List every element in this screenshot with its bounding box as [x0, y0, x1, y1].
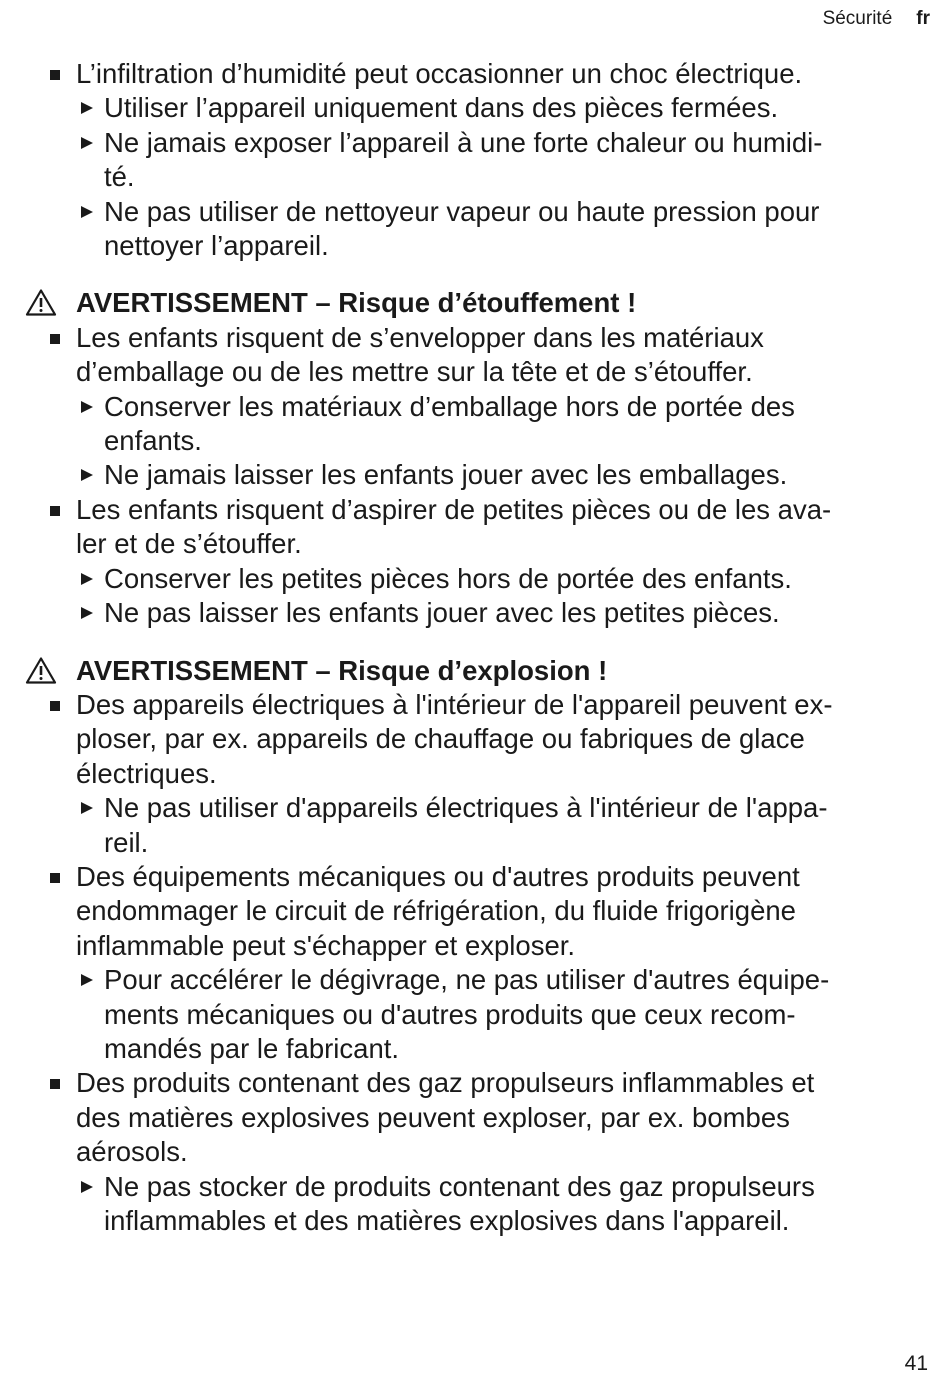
action-step	[30, 596, 930, 630]
action-step	[30, 458, 930, 492]
language-code: fr	[916, 8, 930, 29]
triangle-arrow-icon	[81, 137, 93, 149]
square-bullet-icon	[50, 1079, 60, 1089]
bullet-item-text: Les enfants risquent de s’envelopper dans les matériaux d’emballage ou de les mettre sur la tête et de s’étouffer.	[76, 321, 764, 388]
page-number: 41	[904, 1352, 928, 1375]
bullet-item	[30, 57, 930, 91]
triangle-arrow-icon	[81, 102, 93, 114]
action-step-text: Utiliser l’appareil uniquement dans des pièces fermées.	[104, 92, 779, 124]
bullet-item-text: Des produits contenant des gaz propulseurs inflammables et des matières explosives peuvent exploser, par ex. bombes aérosols.	[76, 1067, 815, 1168]
bullet-item-text: Des équipements mécaniques ou d'autres produits peuvent endommager le circuit de réfrigération, du fluide frigorigène inflammable peut s'échapper et exploser.	[76, 860, 800, 961]
bullet-item	[30, 321, 930, 390]
warning-heading	[30, 654, 930, 688]
action-step	[30, 1170, 930, 1239]
square-bullet-icon	[50, 70, 60, 80]
square-bullet-icon	[50, 701, 60, 711]
warning-heading-text: AVERTISSEMENT – Risque d’étouffement !	[76, 287, 637, 319]
action-step-text: Ne pas utiliser de nettoyeur vapeur ou haute pression pour nettoyer l’appareil.	[104, 195, 820, 262]
warning-heading-text: AVERTISSEMENT – Risque d’explosion !	[76, 654, 608, 686]
action-step-text: Ne pas stocker de produits contenant des gaz propulseurs inflammables et des matières explosives dans l'appareil.	[104, 1170, 815, 1236]
triangle-arrow-icon	[81, 802, 93, 814]
bullet-item	[30, 493, 930, 562]
warning-triangle-icon	[25, 288, 57, 317]
page-header	[823, 8, 930, 30]
action-step-text: Ne pas laisser les enfants jouer avec les petites pièces.	[104, 597, 780, 629]
triangle-arrow-icon	[81, 206, 93, 218]
bullet-item	[30, 860, 930, 963]
triangle-arrow-icon	[81, 401, 93, 413]
triangle-arrow-icon	[81, 573, 93, 585]
action-step	[30, 390, 930, 459]
action-step	[30, 791, 930, 860]
warning-triangle-icon	[25, 656, 57, 685]
action-step	[30, 562, 930, 596]
action-step	[30, 91, 930, 125]
square-bullet-icon	[50, 873, 60, 883]
action-step-text: Ne jamais laisser les enfants jouer avec les emballages.	[104, 459, 788, 491]
action-step-text: Conserver les matériaux d’emballage hors de portée des enfants.	[104, 390, 795, 457]
bullet-item-text: Des appareils électriques à l'intérieur de l'appareil peuvent ex- ploser, par ex. appareils de chauffage ou fabriques de glace électriques.	[76, 688, 833, 789]
square-bullet-icon	[50, 334, 60, 344]
warning-heading	[30, 286, 930, 320]
action-step	[30, 963, 930, 1066]
bullet-item-text: Les enfants risquent d’aspirer de petites pièces ou de les ava- ler et de s’étouffer.	[76, 493, 832, 560]
action-step-text: Conserver les petites pièces hors de portée des enfants.	[104, 562, 792, 594]
square-bullet-icon	[50, 506, 60, 516]
triangle-arrow-icon	[81, 469, 93, 481]
triangle-arrow-icon	[81, 974, 93, 986]
action-step-text: Pour accélérer le dégivrage, ne pas utiliser d'autres équipe- ments mécaniques ou d'autres produits que ceux recom- mandés par le fabricant.	[104, 964, 830, 1064]
triangle-arrow-icon	[81, 607, 93, 619]
section-title: Sécurité	[822, 8, 893, 29]
triangle-arrow-icon	[81, 1181, 93, 1193]
bullet-item	[30, 1066, 930, 1169]
safety-content	[30, 57, 930, 1238]
action-step-text: Ne jamais exposer l’appareil à une forte chaleur ou humidi- té.	[104, 126, 823, 193]
action-step	[30, 195, 930, 264]
bullet-item-text: L’infiltration d’humidité peut occasionner un choc électrique.	[76, 58, 803, 89]
bullet-item	[30, 688, 930, 791]
action-step-text: Ne pas utiliser d'appareils électriques à l'intérieur de l'appa- reil.	[104, 792, 828, 858]
action-step	[30, 126, 930, 195]
